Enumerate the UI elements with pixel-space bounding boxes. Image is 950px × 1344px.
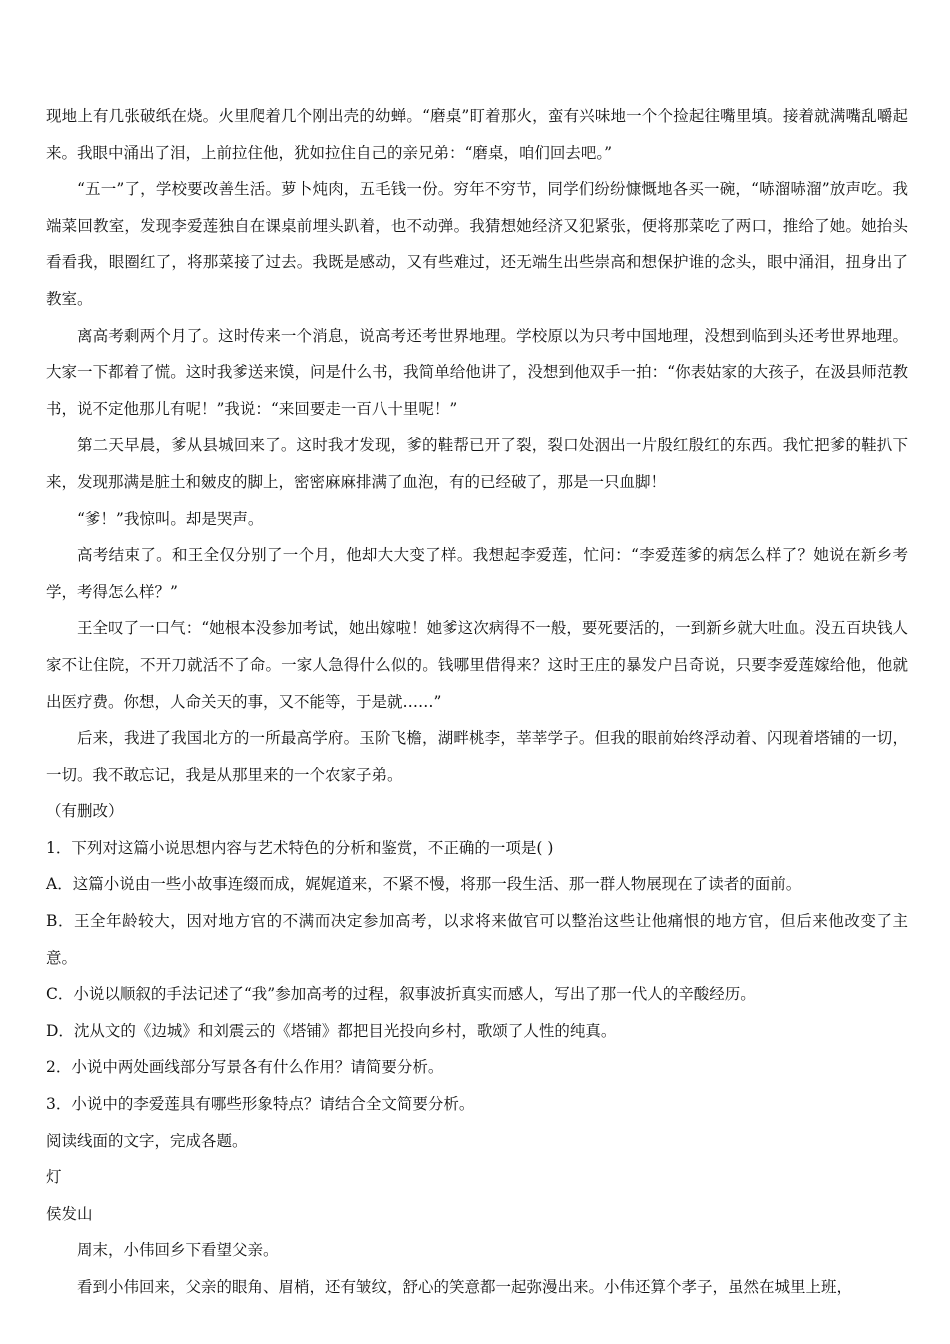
story-paragraph: 王全叹了一口气：“她根本没参加考试，她出嫁啦！她爹这次病得不一般，要死要活的，一到新乡就大吐血。没五百块钱人家不让住院，不开刀就活不了命。一家人急得什么似的。钱哪里借得来？这时王庄的暴发户吕奇说，只要李爱莲嫁给他，他就出医疗费。你想，人命关天的事，又不能等，于是就……” (46, 619, 908, 711)
passage-paragraph: 周末，小伟回乡下看望父亲。 (77, 1241, 279, 1260)
story-paragraph: “爹！”我惊叫。却是哭声。 (77, 509, 264, 528)
reading-instruction: 阅读线面的文字，完成各题。 (46, 1131, 248, 1150)
question-1-option-a: A．这篇小说由一些小故事连缀而成，娓娓道来，不紧不慢，将那一段生活、那一群人物展现在了读者的面前。 (46, 875, 802, 894)
source-note: （有删改） (46, 802, 124, 821)
story-paragraph: 现地上有几张破纸在烧。火里爬着几个刚出壳的幼蝉。“磨桌”盯着那火，蛮有兴味地一个个捡起往嘴里填。接着就满嘴乱嚼起来。我眼中涌出了泪，上前拉住他，犹如拉住自己的亲兄弟：“磨桌，咱们回去吧。” (46, 107, 908, 162)
question-2: 2．小说中两处画线部分写景各有什么作用？请简要分析。 (46, 1058, 444, 1077)
story-paragraph: 后来，我进了我国北方的一所最高学府。玉阶飞檐，湖畔桃李，莘莘学子。但我的眼前始终浮动着、闪现着塔铺的一切，一切。我不敢忘记，我是从那里来的一个农家子弟。 (46, 729, 908, 784)
question-1-option-b: B．王全年龄较大，因对地方官的不满而决定参加高考，以求将来做官可以整治这些让他痛恨的地方官，但后来他改变了主意。 (46, 912, 908, 967)
story-paragraph: 离高考剩两个月了。这时传来一个消息，说高考还考世界地理。学校原以为只考中国地理，没想到临到头还考世界地理。大家一下都着了慌。这时我爹送来馍，问是什么书，我简单给他讲了，没想到他双手一拍：“你表姑家的大孩子，在汲县师范教书，说不定他那儿有呢！”我说：“来回要走一百八十里呢！” (46, 326, 908, 418)
document-page (46, 98, 908, 1306)
question-1-option-c: C．小说以顺叙的手法记述了“我”参加高考的过程，叙事波折真实而感人，写出了那一代人的辛酸经历。 (46, 985, 756, 1004)
story-paragraph: 第二天早晨，爹从县城回来了。这时我才发现，爹的鞋帮已开了裂，裂口处洇出一片殷红殷红的东西。我忙把爹的鞋扒下来，发现那满是脏土和皴皮的脚上，密密麻麻排满了血泡，有的已经破了，那是一只血脚！ (46, 436, 908, 491)
passage-author: 侯发山 (46, 1204, 93, 1223)
question-3: 3．小说中的李爱莲具有哪些形象特点？请结合全文简要分析。 (46, 1095, 475, 1114)
passage-title: 灯 (46, 1168, 62, 1187)
passage-paragraph: 看到小伟回来，父亲的眼角、眉梢，还有皱纹，舒心的笑意都一起弥漫出来。小伟还算个孝子，虽然在城里上班， (77, 1278, 853, 1296)
question-1-stem: 1．下列对这篇小说思想内容与艺术特色的分析和鉴赏，不正确的一项是( ) (46, 838, 554, 857)
story-paragraph: “五一”了，学校要改善生活。萝卜炖肉，五毛钱一份。穷年不穷节，同学们纷纷慷慨地各买一碗，“哧溜哧溜”放声吃。我端菜回教室，发现李爱莲独自在课桌前埋头趴着，也不动弹。我猜想她经济又犯紧张，便将那菜吃了两口，推给了她。她抬头看看我，眼圈红了，将那菜接了过去。我既是感动，又有些难过，还无端生出些崇高和想保护谁的念头，眼中涌泪，扭身出了教室。 (46, 180, 908, 308)
question-1-option-d: D．沈从文的《边城》和刘震云的《塔铺》都把目光投向乡村，歌颂了人性的纯真。 (46, 1021, 617, 1040)
story-paragraph: 高考结束了。和王全仅分别了一个月，他却大大变了样。我想起李爱莲，忙问：“李爱莲爹的病怎么样了？她说在新乡考学，考得怎么样？” (46, 546, 908, 601)
